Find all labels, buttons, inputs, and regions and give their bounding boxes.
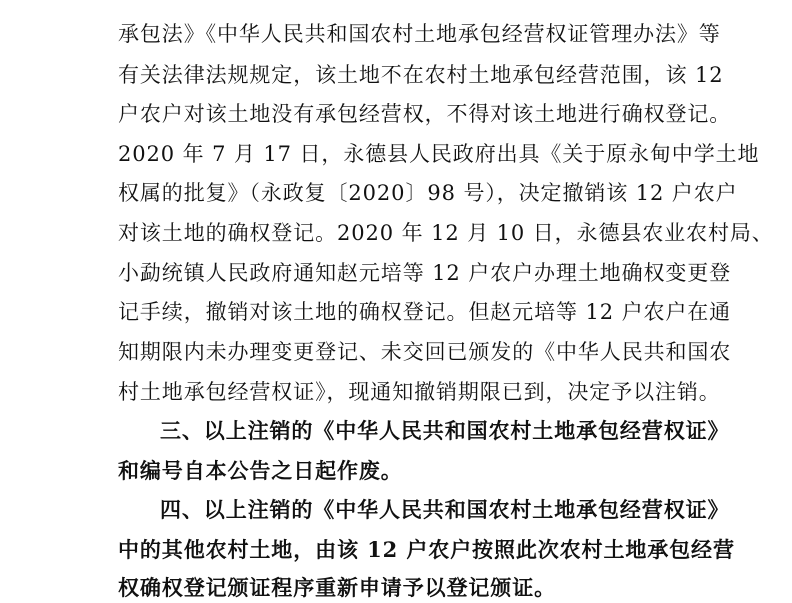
text-line: 记手续，撤销对该土地的确权登记。但赵元培等 12 户农户在通: [118, 300, 732, 324]
text-line: 权确权登记颁证程序重新申请予以登记颁证。: [118, 575, 556, 600]
text-line: 对该土地的确权登记。2020 年 12 月 10 日，永德县农业农村局、: [118, 221, 774, 245]
text-line: 权属的批复》（永政复〔2020〕98 号），决定撤销该 12 户农户: [118, 181, 738, 205]
text-line: 小勐统镇人民政府通知赵元培等 12 户农户办理土地确权变更登: [118, 261, 732, 285]
text-line: 知期限内未办理变更登记、未交回已颁发的《中华人民共和国农: [118, 340, 732, 364]
text-line: 有关法律法规规定，该土地不在农村土地承包经营范围，该 12: [118, 63, 724, 87]
text-line: 和编号自本公告之日起作废。: [118, 458, 403, 483]
text-line: 中的其他农村土地，由该 12 户农户按照此次农村土地承包经营: [118, 537, 735, 562]
text-line: 四、以上注销的《中华人民共和国农村土地承包经营权证》: [160, 497, 730, 522]
text-line: 2020 年 7 月 17 日，永德县人民政府出具《关于原永甸中学土地: [118, 142, 760, 166]
text-line: 承包法》《中华人民共和国农村土地承包经营权证管理办法》等: [118, 22, 721, 46]
text-line: 三、以上注销的《中华人民共和国农村土地承包经营权证》: [160, 418, 730, 443]
text-line: 户农户对该土地没有承包经营权，不得对该土地进行确权登记。: [118, 102, 732, 126]
text-line: 村土地承包经营权证》，现通知撤销期限已到，决定予以注销。: [118, 380, 721, 404]
